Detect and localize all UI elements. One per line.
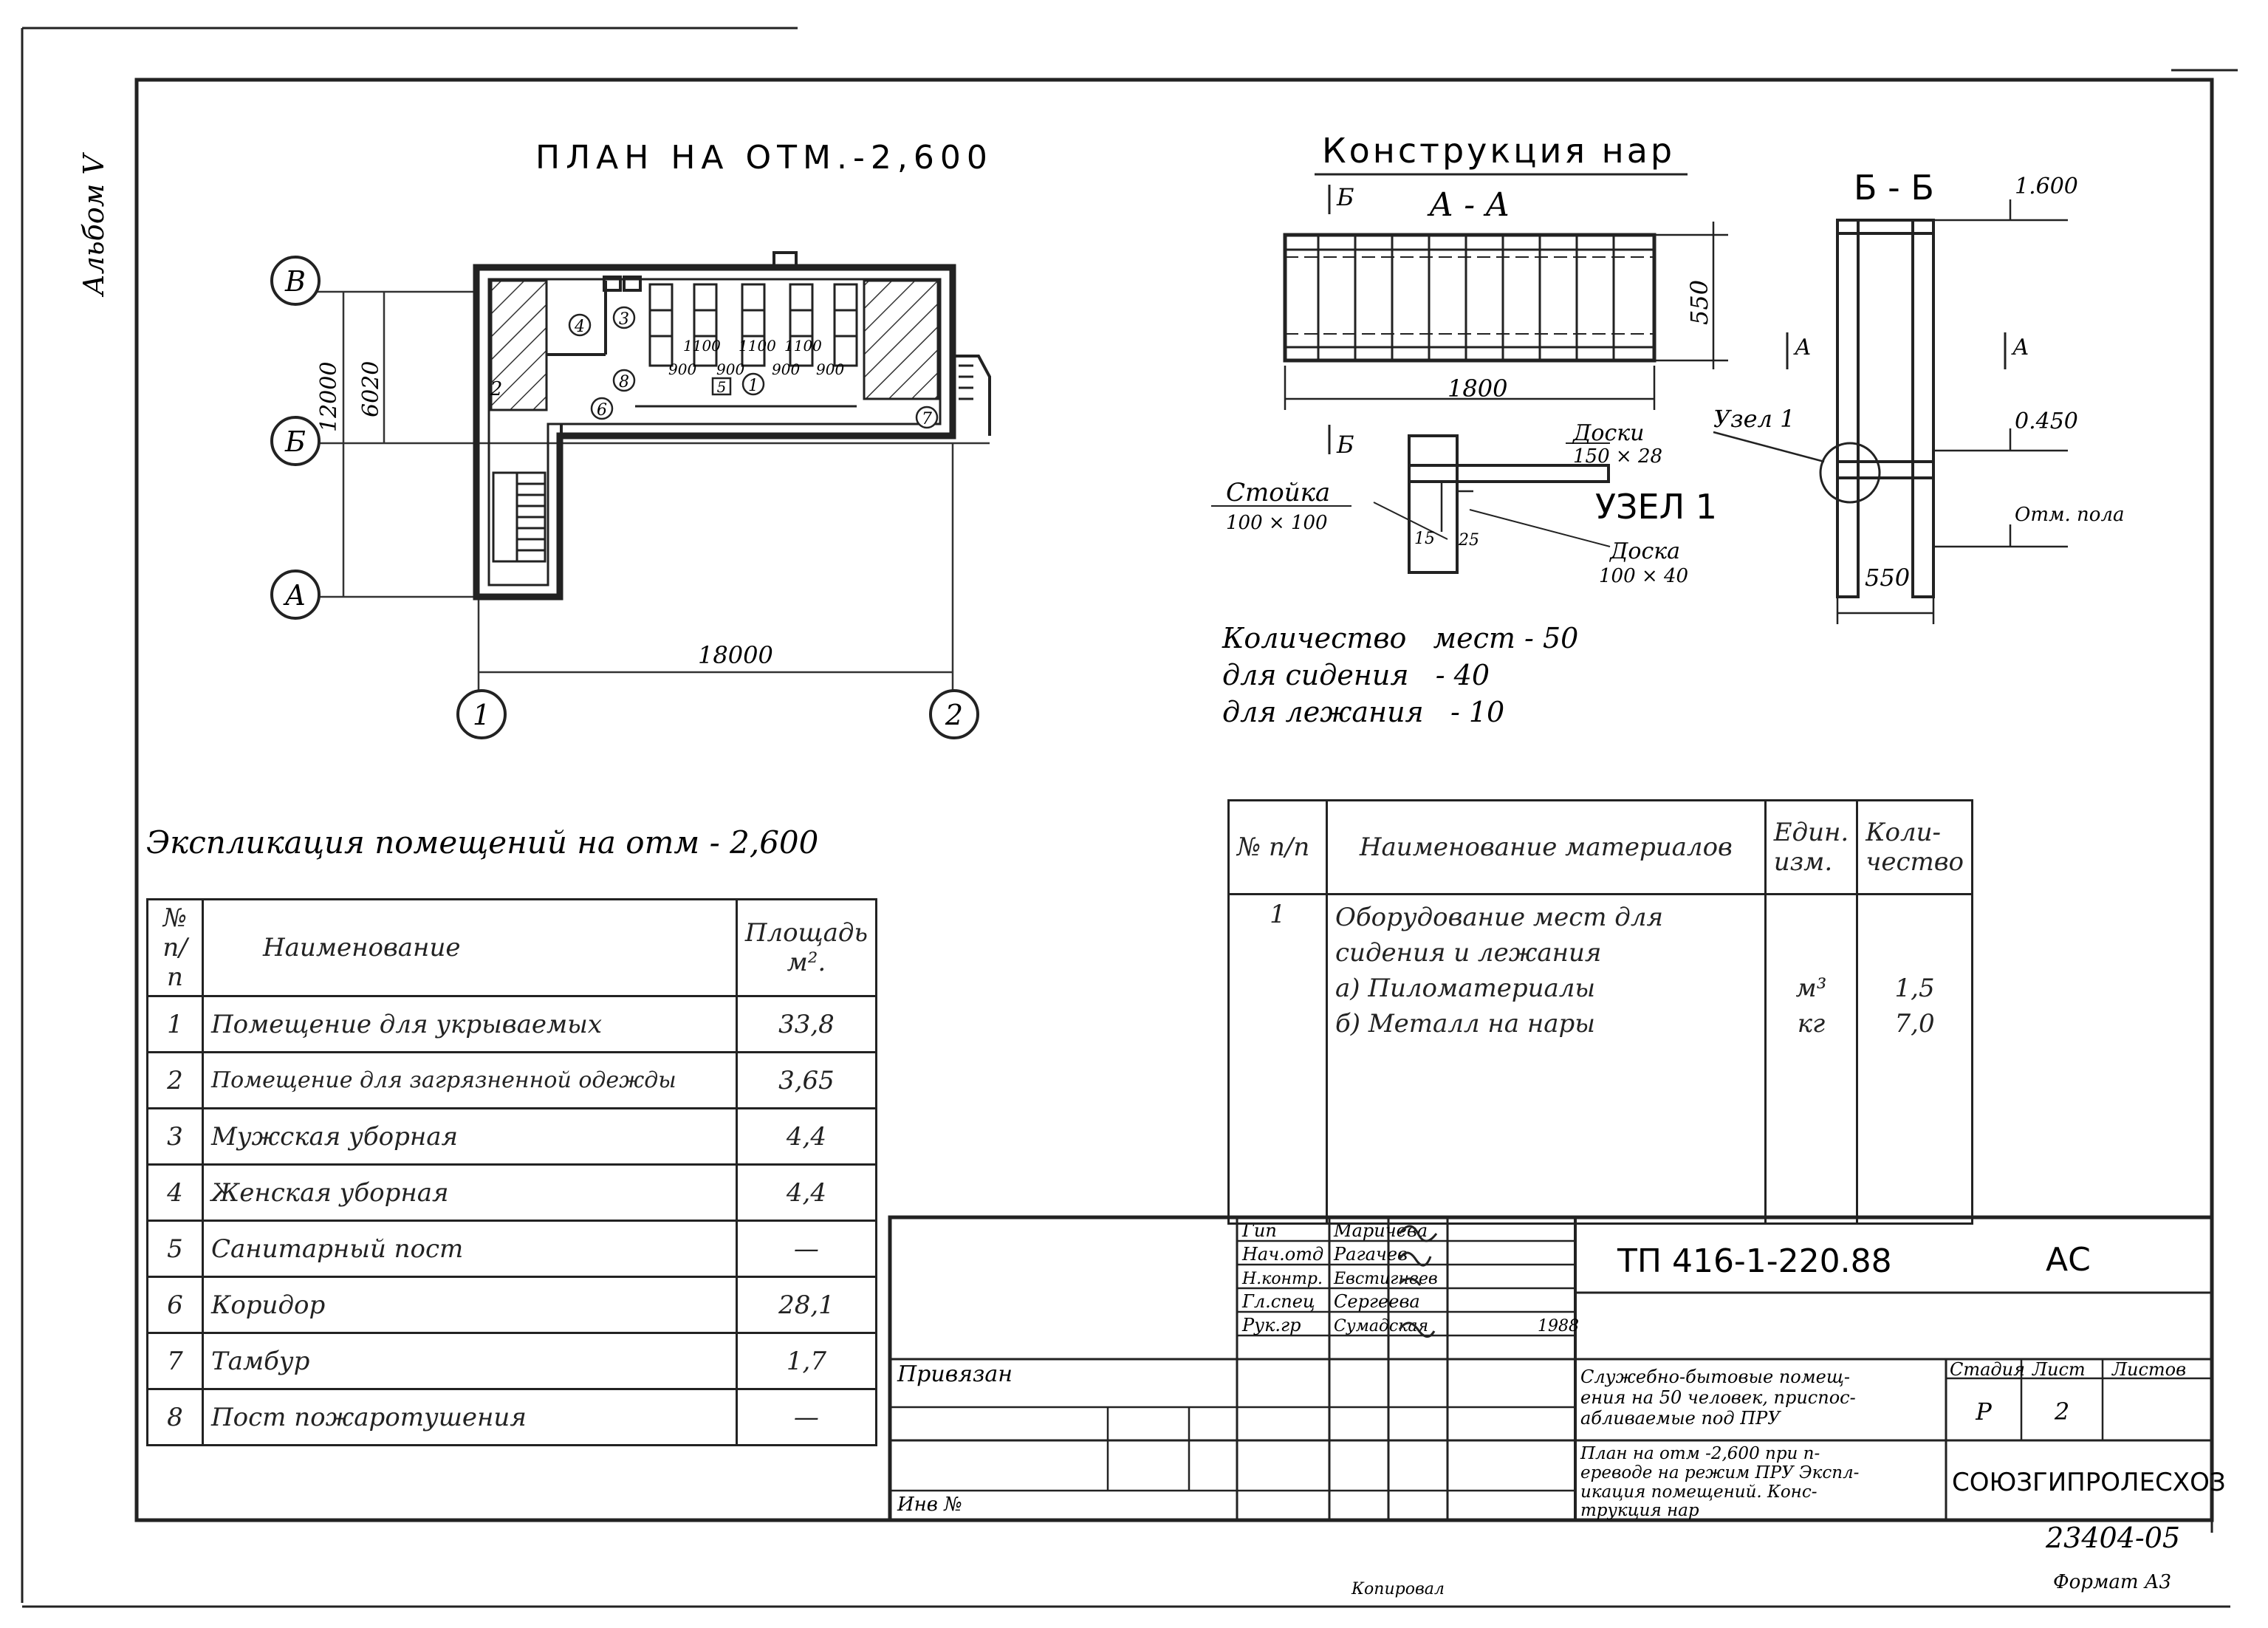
node-label: Узел 1 bbox=[1713, 405, 1795, 433]
axis-bubble-2 bbox=[931, 691, 978, 738]
signer-name-3: Сергеева bbox=[1334, 1291, 1420, 1312]
materials-line: б) Металл на нары bbox=[1335, 1009, 1595, 1039]
row-area: 3,65 bbox=[736, 1053, 876, 1109]
signer-role-3: Гл.спец bbox=[1242, 1291, 1315, 1312]
elev-floor: Отм. пола bbox=[2015, 504, 2125, 526]
sheet-desc-1: План на отм -2,600 при п- bbox=[1580, 1444, 1820, 1463]
room-tag-7-text: 7 bbox=[922, 410, 932, 428]
row-num: 7 bbox=[148, 1333, 203, 1389]
materials-head-unit: Един. изм. bbox=[1765, 801, 1857, 895]
row-area: 33,8 bbox=[736, 996, 876, 1053]
dim-25: 25 bbox=[1459, 531, 1479, 550]
materials-line: а) Пиломатериалы bbox=[1335, 974, 1596, 1003]
dim-15: 15 bbox=[1414, 530, 1435, 548]
table-row bbox=[148, 1277, 877, 1333]
row-num: 4 bbox=[148, 1165, 203, 1221]
materials-row-name bbox=[1327, 895, 1766, 1224]
inv-label: Инв № bbox=[897, 1494, 962, 1516]
materials-qty: 1,5 bbox=[1894, 974, 1935, 1003]
bunk-construction bbox=[1211, 131, 2125, 624]
places-summary bbox=[1222, 622, 1578, 728]
axis-label-2: 2 bbox=[945, 699, 964, 731]
explication-head-num: № п/п bbox=[148, 900, 203, 996]
axis-bubble-b bbox=[272, 417, 319, 465]
signer-name-0: Маричева bbox=[1334, 1220, 1428, 1241]
dim-550-aa: 550 bbox=[1685, 279, 1713, 325]
object-desc-1: Служебно-бытовые помещ- bbox=[1580, 1367, 1850, 1387]
axis-label-v: В bbox=[285, 265, 306, 298]
table-row bbox=[148, 1221, 877, 1277]
axis-label-1: 1 bbox=[472, 699, 491, 731]
room-tag-5 bbox=[713, 378, 730, 396]
stamp-year: 1988 bbox=[1538, 1317, 1579, 1335]
signer-role-4: Рук.гр bbox=[1242, 1315, 1301, 1335]
row-area: 1,7 bbox=[736, 1333, 876, 1389]
explication-title: Экспликация помещений на отм - 2,600 bbox=[146, 824, 819, 861]
row-num: 2 bbox=[148, 1053, 203, 1109]
sheet-desc-4: трукция нар bbox=[1580, 1501, 1699, 1520]
dim-1100-c: 1100 bbox=[784, 337, 822, 355]
sheet-header: Лист bbox=[2032, 1359, 2086, 1380]
room-tag-3 bbox=[614, 307, 634, 329]
table-row bbox=[148, 1389, 877, 1446]
dim-900-d: 900 bbox=[816, 360, 845, 378]
row-area: — bbox=[736, 1389, 876, 1446]
room-tag-4-text: 4 bbox=[575, 318, 585, 336]
room-tag-2 bbox=[490, 378, 503, 400]
stage-header: Стадия bbox=[1950, 1359, 2025, 1380]
axis-bubble-1 bbox=[458, 691, 505, 738]
sheet-description bbox=[1580, 1444, 1859, 1520]
section-aa-label: А - А bbox=[1429, 186, 1510, 224]
dim-900-c: 900 bbox=[772, 360, 801, 378]
board-label: Доска bbox=[1610, 538, 1681, 564]
signer-name-2: Евстигнеев bbox=[1334, 1270, 1438, 1288]
cut-b-bottom: Б bbox=[1337, 431, 1354, 459]
explication-head-area: Площадь м². bbox=[736, 900, 876, 996]
room-tag-5-text: 5 bbox=[716, 378, 727, 396]
row-name: Помещение для загрязненной одежды bbox=[203, 1053, 737, 1109]
boards-label: Доски bbox=[1573, 420, 1645, 446]
privyazan-label: Привязан bbox=[897, 1361, 1013, 1387]
room-tag-6-text: 6 bbox=[597, 401, 607, 420]
doc-mark: АС bbox=[2046, 1241, 2091, 1279]
signer-role-2: Н.контр. bbox=[1242, 1270, 1323, 1288]
board-size: 100 × 40 bbox=[1599, 565, 1689, 587]
places-line-2: для сидения - 40 bbox=[1222, 659, 1490, 691]
row-name: Пост пожаротушения bbox=[203, 1389, 737, 1446]
boards-size: 150 × 28 bbox=[1573, 445, 1663, 468]
axis-bubble-v bbox=[272, 257, 319, 304]
table-row bbox=[148, 1333, 877, 1389]
signer-role-0: Гип bbox=[1242, 1220, 1277, 1241]
signer-name-4: Сумадская bbox=[1334, 1317, 1429, 1335]
places-line-1: Количество мест - 50 bbox=[1222, 622, 1579, 654]
room-tag-1-text: 1 bbox=[748, 377, 758, 395]
floor-plan bbox=[272, 139, 993, 738]
row-name: Коридор bbox=[203, 1277, 737, 1333]
node-title: УЗЕЛ 1 bbox=[1595, 487, 1718, 527]
sheet-desc-2: ереводе на режим ПРУ Экспл- bbox=[1580, 1463, 1860, 1482]
album-label: Альбом V bbox=[78, 154, 110, 295]
table-row bbox=[148, 1109, 877, 1165]
inventory-number: 23404-05 bbox=[2046, 1522, 2181, 1554]
dim-6020: 6020 bbox=[358, 360, 384, 417]
materials-row-num: 1 bbox=[1229, 895, 1327, 1224]
row-area: 28,1 bbox=[736, 1277, 876, 1333]
materials-row bbox=[1229, 895, 1973, 1224]
dim-900-b: 900 bbox=[716, 360, 745, 378]
materials-head-qty: Коли- чество bbox=[1857, 801, 1973, 895]
places-line-3: для лежания - 10 bbox=[1222, 696, 1505, 728]
row-name: Женская уборная bbox=[203, 1165, 737, 1221]
dim-1100-a: 1100 bbox=[683, 337, 721, 355]
room-tag-3-text: 3 bbox=[619, 310, 629, 329]
cut-a-right: А bbox=[2012, 335, 2029, 360]
dim-900-a: 900 bbox=[668, 360, 697, 378]
row-num: 8 bbox=[148, 1389, 203, 1446]
partitions bbox=[547, 277, 640, 443]
materials-row-qty bbox=[1857, 895, 1973, 1224]
dim-550-bb: 550 bbox=[1865, 564, 1911, 592]
room-tag-2-text: 2 bbox=[490, 378, 503, 400]
doc-code: ТП 416-1-220.88 bbox=[1617, 1242, 1892, 1280]
room-tag-7 bbox=[917, 407, 937, 428]
signer-name-1: Рагачев bbox=[1334, 1244, 1408, 1265]
dim-12000: 12000 bbox=[316, 361, 342, 432]
materials-line: сидения и лежания bbox=[1335, 938, 1602, 968]
row-area: 4,4 bbox=[736, 1109, 876, 1165]
sheet-desc-3: икация помещений. Конс- bbox=[1580, 1482, 1818, 1502]
materials-qty: 7,0 bbox=[1894, 1009, 1935, 1039]
axis-bubble-a bbox=[272, 571, 319, 618]
plan-title: ПЛАН НА ОТМ.-2,600 bbox=[535, 139, 993, 177]
row-area: 4,4 bbox=[736, 1165, 876, 1221]
section-bb-label: Б - Б bbox=[1854, 168, 1934, 208]
row-num: 6 bbox=[148, 1277, 203, 1333]
row-name: Тамбур bbox=[203, 1333, 737, 1389]
room-tag-8 bbox=[614, 370, 634, 391]
post-size: 100 × 100 bbox=[1226, 512, 1328, 534]
object-desc-3: абливаемые под ПРУ bbox=[1580, 1408, 1781, 1429]
cut-a-left: А bbox=[1795, 335, 1812, 360]
hatched-room-right bbox=[864, 281, 938, 399]
axis-label-b: Б bbox=[285, 425, 306, 458]
object-description bbox=[1580, 1367, 1856, 1429]
materials-header-row bbox=[1229, 801, 1973, 895]
dim-18000: 18000 bbox=[698, 641, 773, 669]
row-num: 5 bbox=[148, 1221, 203, 1277]
explication-head-name: Наименование bbox=[203, 900, 737, 996]
object-desc-2: ения на 50 человек, приспос- bbox=[1580, 1387, 1856, 1408]
explication-table bbox=[146, 898, 877, 1446]
cut-b-top: Б bbox=[1337, 183, 1354, 211]
room-tag-6 bbox=[592, 398, 612, 420]
sheets-header: Листов bbox=[2112, 1359, 2187, 1380]
dim-1100-b: 1100 bbox=[739, 337, 776, 355]
table-row bbox=[148, 1053, 877, 1109]
stage-value: Р bbox=[1976, 1398, 1992, 1426]
elev-1600: 1.600 bbox=[2015, 174, 2078, 199]
copied-by: Копировал bbox=[1351, 1580, 1445, 1598]
room-tag-8-text: 8 bbox=[619, 373, 629, 391]
row-num: 1 bbox=[148, 996, 203, 1053]
materials-unit: кг bbox=[1797, 1009, 1826, 1039]
materials-row-unit bbox=[1765, 895, 1857, 1224]
materials-line: Оборудование мест для bbox=[1335, 903, 1663, 932]
room-tag-4 bbox=[569, 315, 590, 336]
org-name: СОЮЗГИПРОЛЕСХОЗ bbox=[1952, 1468, 2226, 1497]
table-row bbox=[148, 1165, 877, 1221]
signers bbox=[1241, 1220, 1579, 1337]
materials-head-num: № п/п bbox=[1229, 801, 1327, 895]
room-tag-1 bbox=[743, 374, 764, 395]
materials-table bbox=[1227, 799, 1973, 1225]
axis-label-a: А bbox=[284, 579, 306, 612]
row-name: Мужская уборная bbox=[203, 1109, 737, 1165]
row-num: 3 bbox=[148, 1109, 203, 1165]
format-label: Формат А3 bbox=[2053, 1571, 2172, 1593]
row-name: Санитарный пост bbox=[203, 1221, 737, 1277]
materials-unit: м³ bbox=[1795, 974, 1827, 1003]
table-row bbox=[148, 996, 877, 1053]
bunk-title: Конструкция нар bbox=[1322, 131, 1676, 171]
signer-role-1: Нач.отд bbox=[1242, 1244, 1324, 1265]
dim-1800: 1800 bbox=[1448, 374, 1508, 403]
elev-0450: 0.450 bbox=[2015, 408, 2078, 434]
materials-head-name: Наименование материалов bbox=[1327, 801, 1766, 895]
row-name: Помещение для укрываемых bbox=[203, 996, 737, 1053]
row-area: — bbox=[736, 1221, 876, 1277]
explication-header-row bbox=[148, 900, 877, 996]
sheet-value: 2 bbox=[2054, 1398, 2070, 1426]
post-label: Стойка bbox=[1226, 478, 1331, 507]
